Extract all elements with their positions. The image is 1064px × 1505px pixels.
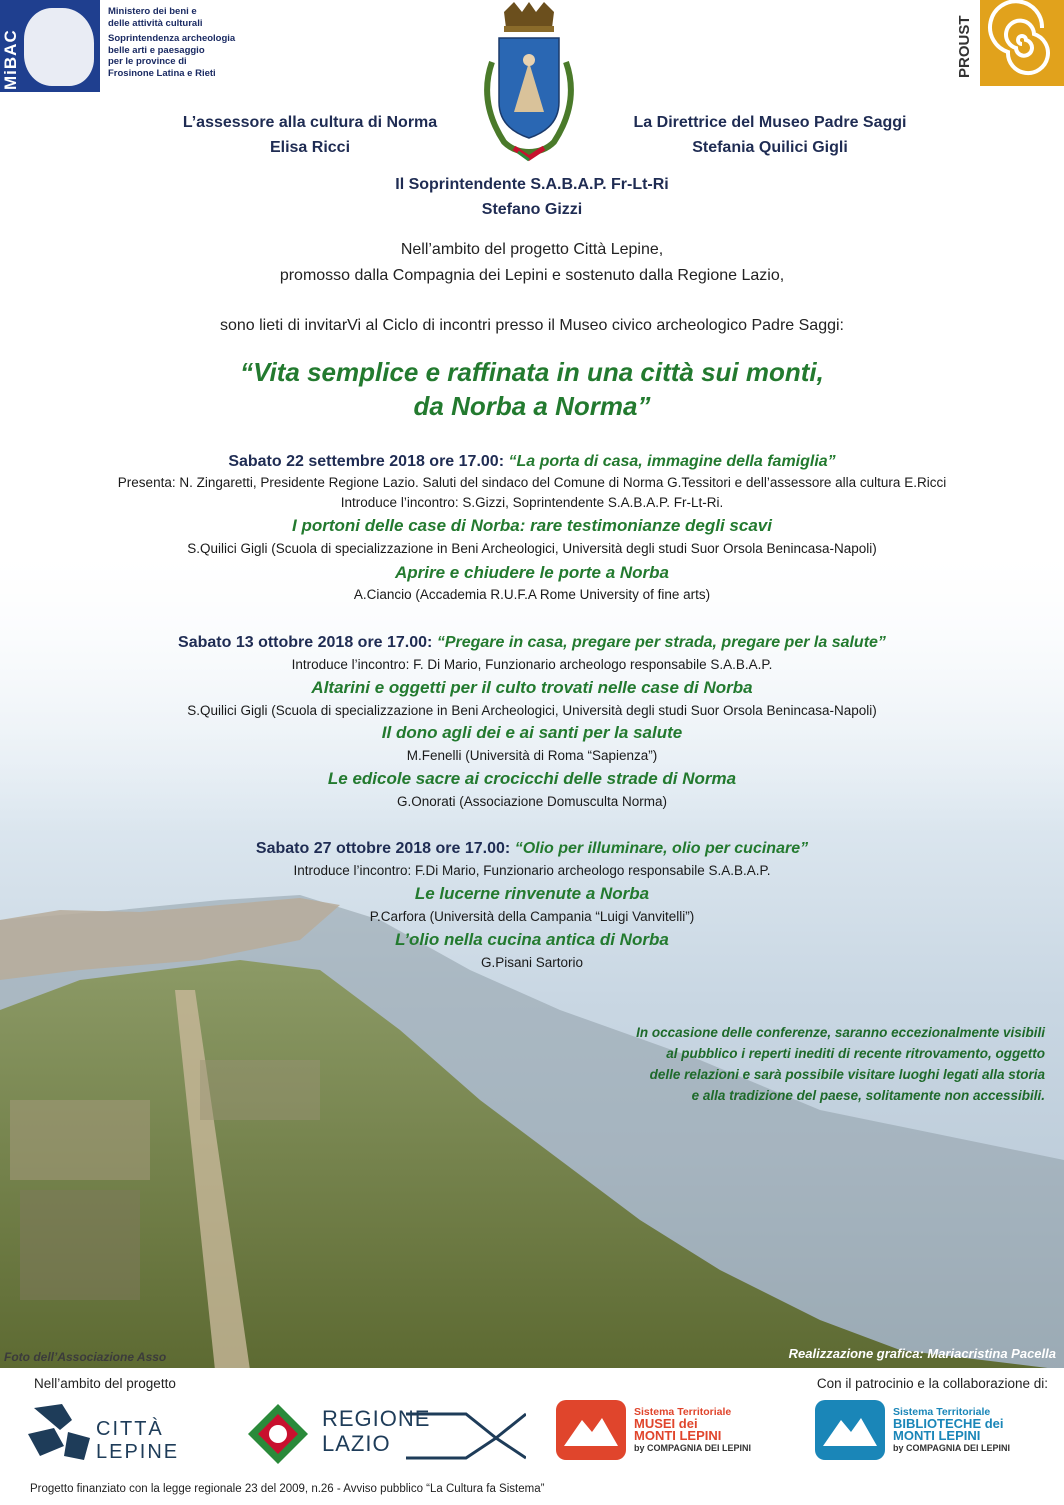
citta-lepine-logo bbox=[24, 1398, 214, 1468]
event-date: Sabato 22 settembre 2018 ore 17.00: bbox=[228, 453, 505, 470]
note-line: e alla tradizione del paese, solitamente non accessibili. bbox=[691, 1088, 1045, 1103]
mibac-line: Soprintendenza archeologia bbox=[108, 33, 236, 44]
event-presenter: Presenta: N. Zingaretti, Presidente Regione Lazio. Saluti del sindaco del Comune di Norma G.Tessitori e dell’assessore alla cultura E.Ricci bbox=[117, 475, 947, 490]
footer-patronage-label: Con il patrocinio e la collaborazione di: bbox=[816, 1376, 1048, 1391]
event-2-heading bbox=[40, 632, 1024, 654]
intro-line: Nell’ambito del progetto Città Lepine, bbox=[400, 241, 664, 258]
soprintendente-name: Stefano Gizzi bbox=[481, 201, 583, 218]
musei-line4: by COMPAGNIA DEI LEPINI bbox=[634, 1443, 752, 1453]
talk-title: Altarini e oggetti per il culto trovati nelle case di Norba bbox=[311, 678, 753, 697]
event-1-heading bbox=[40, 451, 1024, 473]
mibac-logo bbox=[0, 0, 100, 92]
footer-project-label: Nell’ambito del progetto bbox=[34, 1376, 176, 1391]
assessore-name: Elisa Ricci bbox=[269, 139, 351, 156]
event-date: Sabato 13 ottobre 2018 ore 17.00: bbox=[178, 634, 433, 651]
talk-title: Il dono agli dei e ai santi per la salute bbox=[381, 723, 683, 742]
note-line: al pubblico i reperti inediti di recente ritrovamento, oggetto bbox=[666, 1046, 1045, 1061]
mibac-line: delle attività culturali bbox=[108, 17, 203, 29]
talk-title: L’olio nella cucina antica di Norba bbox=[395, 930, 669, 949]
musei-line1: Sistema Territoriale bbox=[634, 1406, 732, 1418]
spiral-icon bbox=[980, 0, 1064, 86]
talk-speaker: S.Quilici Gigli (Scuola di specializzazione in Beni Archeologici, Università degli studi Suor Orsola Benincasa-Napoli) bbox=[187, 703, 877, 718]
photo-credit: Foto dell’Associazione Asso bbox=[4, 1350, 167, 1364]
biblio-line2: BIBLIOTECHE dei bbox=[893, 1416, 1004, 1431]
direttrice-name: Stefania Quilici Gigli bbox=[692, 139, 848, 156]
talk-speaker: G.Pisani Sartorio bbox=[480, 955, 584, 970]
mibac-line: Frosinone Latina e Rieti bbox=[108, 67, 216, 79]
talk-speaker: A.Ciancio (Accademia R.U.F.A Rome University of fine arts) bbox=[353, 587, 711, 602]
talk-speaker: S.Quilici Gigli (Scuola di specializzazione in Beni Archeologici, Università degli studi Suor Orsola Benincasa-Napoli) bbox=[187, 541, 877, 556]
lazio-emblem-icon bbox=[246, 1402, 310, 1466]
citta-lepine-icon bbox=[24, 1398, 94, 1468]
direttrice-role: La Direttrice del Museo Padre Saggi bbox=[633, 114, 907, 131]
event-3-heading bbox=[40, 838, 1024, 860]
assessore-role: L’assessore alla cultura di Norma bbox=[182, 114, 438, 131]
proust-logo bbox=[952, 0, 1064, 86]
assessore-block bbox=[160, 110, 460, 160]
soprintendente-block bbox=[330, 172, 734, 222]
event-date: Sabato 27 ottobre 2018 ore 17.00: bbox=[255, 840, 511, 857]
talk-title: Aprire e chiudere le porte a Norba bbox=[395, 563, 669, 582]
mibac-line: belle arti e paesaggio bbox=[108, 44, 205, 56]
biblio-line3: MONTI LEPINI bbox=[893, 1428, 981, 1443]
event-introducer: Introduce l’incontro: F. Di Mario, Funzionario archeologo responsabile S.A.B.A.P. bbox=[291, 657, 773, 672]
mibac-logo-text: MiBAC bbox=[1, 29, 20, 90]
funding-note: Progetto finanziato con la legge regionale 23 del 2009, n.26 - Avviso pubblico “La Cultura fa Sistema” bbox=[30, 1483, 545, 1495]
talk-speaker: P.Carfora (Università della Campania “Luigi Vanvitelli”) bbox=[369, 909, 695, 924]
talk-speaker: M.Fenelli (Università di Roma “Sapienza”) bbox=[406, 748, 658, 763]
citta-line1: CITTÀ bbox=[96, 1418, 164, 1440]
regione-line1: REGIONE bbox=[322, 1406, 431, 1431]
event-introducer: Introduce l’incontro: F.Di Mario, Funzionario archeologo responsabile S.A.B.A.P. bbox=[293, 863, 771, 878]
mibac-caption bbox=[108, 6, 258, 79]
talk-title: I portoni delle case di Norba: rare testimonianze degli scavi bbox=[292, 516, 772, 535]
musei-line2: MUSEI dei bbox=[634, 1416, 698, 1431]
regione-lines-icon bbox=[406, 1406, 526, 1466]
note-line: In occasione delle conferenze, saranno eccezionalmente visibili bbox=[636, 1025, 1045, 1040]
norma-coat-of-arms bbox=[474, 2, 584, 162]
title-line: da Norba a Norma” bbox=[413, 391, 651, 421]
regione-lazio-logo bbox=[246, 1402, 526, 1466]
regione-line2: LAZIO bbox=[322, 1431, 391, 1456]
talk-title: Le edicole sacre ai crocicchi delle strade di Norma bbox=[327, 769, 737, 788]
mibac-line: per le province di bbox=[108, 56, 187, 67]
soprintendente-role: Il Soprintendente S.A.B.A.P. Fr-Lt-Ri bbox=[395, 176, 669, 193]
event-cycle-title bbox=[82, 355, 982, 423]
exhibit-note bbox=[590, 1022, 1045, 1106]
talk-title: Le lucerne rinvenute a Norba bbox=[414, 884, 650, 903]
talk-speaker: G.Onorati (Associazione Domusculta Norma) bbox=[396, 794, 668, 809]
mibac-line: Ministero dei beni e bbox=[108, 6, 197, 17]
note-line: delle relazioni e sarà possibile visitare luoghi legati alla storia bbox=[649, 1067, 1045, 1082]
musei-monti-lepini-logo bbox=[556, 1400, 792, 1466]
citta-line2: LEPINE bbox=[96, 1441, 180, 1463]
title-line: “Vita semplice e raffinata in una città sui monti, bbox=[240, 357, 824, 387]
proust-label: PROUST bbox=[956, 15, 973, 78]
biblioteche-monti-lepini-logo bbox=[815, 1400, 1051, 1466]
profile-head-icon bbox=[24, 8, 94, 86]
intro-line: promosso dalla Compagnia dei Lepini e sostenuto dalla Regione Lazio, bbox=[279, 267, 785, 284]
event-theme: “La porta di casa, immagine della famiglia” bbox=[508, 453, 836, 470]
event-theme: “Pregare in casa, pregare per strada, pregare per la salute” bbox=[436, 634, 886, 651]
biblioteche-mountain-icon bbox=[815, 1400, 885, 1460]
biblio-line1: Sistema Territoriale bbox=[893, 1406, 991, 1418]
musei-line3: MONTI LEPINI bbox=[634, 1428, 722, 1443]
biblio-line4: by COMPAGNIA DEI LEPINI bbox=[893, 1443, 1011, 1453]
intro-invite: sono lieti di invitarVi al Ciclo di incontri presso il Museo civico archeologico Padre Saggi: bbox=[219, 317, 844, 334]
musei-mountain-icon bbox=[556, 1400, 626, 1460]
direttrice-block bbox=[600, 110, 940, 160]
event-theme: “Olio per illuminare, olio per cucinare” bbox=[514, 840, 809, 857]
graphic-credit: Realizzazione grafica: Mariacristina Pacella bbox=[788, 1346, 1056, 1361]
event-introducer: Introduce l’incontro: S.Gizzi, Soprintendente S.A.B.A.P. Fr-Lt-Ri. bbox=[340, 495, 724, 510]
